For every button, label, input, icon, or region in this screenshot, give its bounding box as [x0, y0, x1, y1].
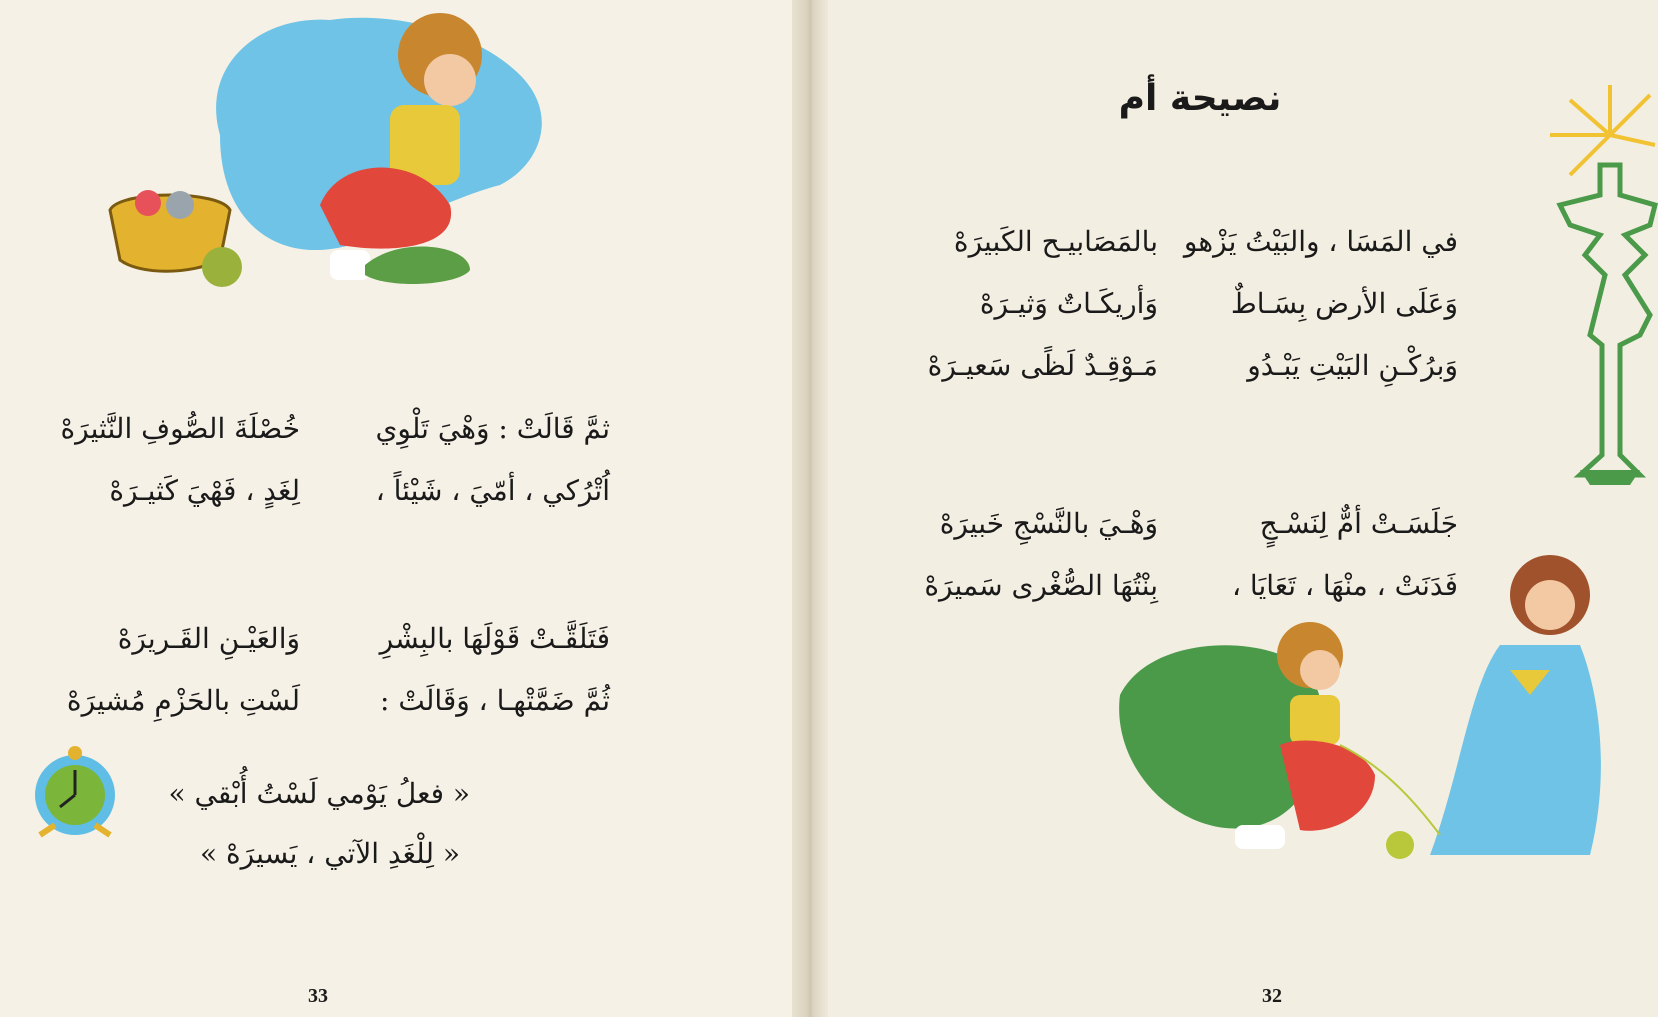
page-number-left: 33: [308, 985, 328, 1007]
clock-icon: [30, 745, 120, 840]
lamp-icon: [1530, 75, 1658, 495]
verse-hemistich-first: ثمَّ قَالَتْ : وَهْيَ تَلْوِي: [375, 412, 610, 445]
verse-hemistich-first: وَبرُكْـنِ البَيْتِ يَبْـدُو: [1247, 349, 1458, 382]
verse-hemistich-second: وَالعَيْـنِ القَـريرَهْ: [117, 622, 300, 655]
verse-hemistich-second: بالمَصَابيـح الكَبيرَهْ: [953, 225, 1158, 258]
verse-hemistich-first: وَعَلَى الأرض بِسَـاطٌ: [1230, 287, 1458, 320]
verse-hemistich-first: فَتَلَقَّـتْ قَوْلَهَا بالبِشْرِ: [379, 622, 610, 655]
verse-hemistich-first: فَدَنَتْ ، منْهَا ، تَعَايَا ،: [1231, 569, 1458, 602]
verse-hemistich-second: لَسْتِ بالحَزْمِ مُشيرَهْ: [66, 684, 300, 717]
verse-hemistich-first: ثُمَّ ضَمَّتْهـا ، وَقَالَتْ :: [379, 684, 610, 717]
closing-line: « لِلْغَدِ الآتي ، يَسيرَهْ »: [199, 837, 461, 870]
verse-hemistich-second: بِنْتُهَا الصُّغْرى سَميرَهْ: [924, 569, 1158, 602]
verse-hemistich-first: جَلَسَـتْ أمٌّ لِنَسْـجٍ: [1259, 507, 1458, 540]
verse-hemistich-first: اُتْرُكي ، أمّيَ ، شَيْئاً ،: [375, 474, 610, 507]
verse-hemistich-second: خُصْلَةَ الصُّوفِ النَّثيرَهْ: [60, 412, 300, 445]
page-number-right: 32: [1262, 985, 1282, 1007]
verse-hemistich-second: مَـوْقِـدٌ لَظًى سَعيـرَهْ: [927, 349, 1158, 382]
page-title: نصيحة أم: [1118, 78, 1282, 119]
verse-hemistich-second: لِغَدٍ ، فَهْيَ كَثيـرَهْ: [109, 474, 300, 507]
verse-hemistich-first: في المَسَا ، والبَيْتُ يَزْهو: [1183, 225, 1458, 258]
verse-hemistich-second: وَهْـيَ بالنَّسْجِ خَبيرَهْ: [939, 507, 1158, 540]
verse-hemistich-second: وَأريكَـاتٌ وَثيـرَهْ: [979, 287, 1158, 320]
book-gutter: [792, 0, 828, 1017]
girl-yarn-illustration: [100, 5, 570, 305]
closing-line: « فعلُ يَوْمي لَسْتُ أُبْقي »: [168, 777, 470, 810]
